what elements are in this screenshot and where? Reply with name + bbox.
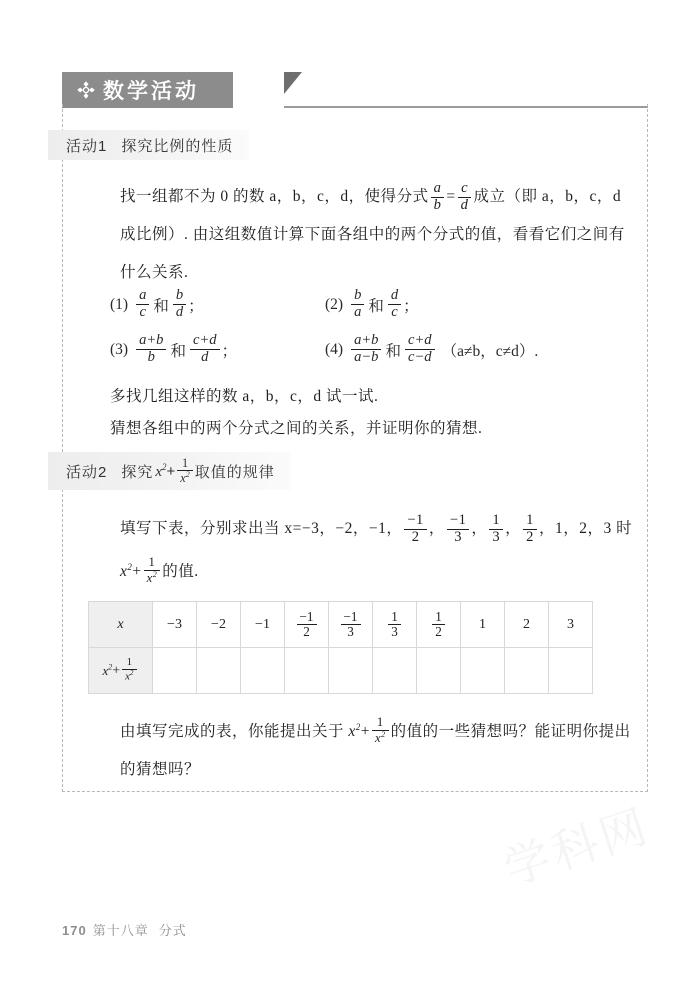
activity1-para-part2: 成立（即 a，b，c，d 成比例）. 由这组数值计算下面各组中的两个分式的值，看看它们之间有什么关系. (120, 188, 625, 281)
activity2-closing-part-a: 由填写完成的表，你能提出关于 (120, 723, 345, 741)
item-number: (1) (110, 295, 129, 313)
table-cell-x: $\frac{-1}{2}$ (285, 602, 329, 648)
banner-fold-corner (284, 72, 302, 94)
activity2-title-prefix: 探究 (121, 463, 154, 481)
page-footer (62, 920, 187, 939)
table-header-expr: $x^2+$ $\frac{1}{x^2}$ (89, 648, 153, 694)
table-cell-answer[interactable] (329, 648, 373, 694)
table-cell-x: 1 (461, 602, 505, 648)
banner-title: 数学活动 (103, 79, 199, 103)
table-header-x: x (89, 602, 153, 648)
activity1-closing-line-2: 猜想各组中的两个分式之间的关系，并证明你的猜想. (110, 420, 483, 437)
item-fraction-right: $\frac{c+d}{d}$ (190, 333, 220, 365)
item-row-1 (110, 282, 630, 327)
item-number: (3) (110, 340, 129, 358)
values-table-wrap (88, 601, 593, 694)
footer-chapter: 第十八章 (92, 923, 149, 938)
table-cell-x: 2 (505, 602, 549, 648)
section-banner-row (62, 72, 648, 108)
item-number: (4) (325, 340, 344, 358)
table-cell-x: −1 (241, 602, 285, 648)
table-cell-x: $\frac{-1}{3}$ (329, 602, 373, 648)
activity2-title-suffix: 取值的规律 (194, 463, 275, 481)
activity2-label: 活动2 (66, 463, 108, 481)
list-item (325, 288, 419, 320)
page-number: 170 (62, 923, 87, 938)
activity2-title-bar (48, 452, 291, 490)
table-cell-answer[interactable] (417, 648, 461, 694)
table-cell-answer[interactable] (373, 648, 417, 694)
list-item (110, 333, 325, 365)
fraction-neg-one-third: $\frac{-1}{3}$ (447, 513, 470, 545)
activity1-label: 活动1 (66, 137, 108, 155)
item-tail: （a≠b，c≠d）. (441, 342, 539, 360)
activity2-expr-plus: + (166, 462, 176, 480)
table-cell-x: −2 (197, 602, 241, 648)
fraction-c-over-d: $\frac{c}{d}$ (458, 181, 472, 213)
fraction-one-third: $\frac{1}{3}$ (489, 513, 503, 545)
section-banner (62, 72, 233, 108)
activity2-para-part-a: 填写下表，分别求出当 x=−3，−2，−1， (120, 520, 403, 537)
fraction-a-over-b: $\frac{a}{b}$ (431, 181, 445, 213)
fraction-one-half: $\frac{1}{2}$ (523, 513, 537, 545)
table-cell-answer[interactable] (549, 648, 593, 694)
activity2-expr-base: $x^2$ (155, 461, 167, 480)
item-fraction-left: $\frac{b}{a}$ (351, 288, 364, 320)
table-cell-x: $\frac{1}{3}$ (373, 602, 417, 648)
activity1-items (110, 282, 630, 372)
activity1-closing-line-1: 多找几组这样的数 a，b，c，d 试一试. (110, 388, 379, 405)
watermark: 学科网 (497, 798, 657, 895)
item-number: (2) (325, 295, 344, 313)
table-cell-answer[interactable] (285, 648, 329, 694)
table-cell-answer[interactable] (505, 648, 549, 694)
table-row-x (89, 602, 593, 648)
activity2-closing-part-b: 的值的一些猜想吗？能证明你提出的猜想吗？ (120, 723, 631, 779)
table-cell-answer[interactable] (197, 648, 241, 694)
activity2-para-mid: ，1，2，3 时 (538, 520, 633, 537)
item-tail: ； (188, 297, 204, 315)
item-fraction-right: $\frac{d}{c}$ (388, 288, 401, 320)
table-row-expr (89, 648, 593, 694)
list-item (110, 288, 325, 320)
activity1-title: 探究比例的性质 (121, 137, 234, 155)
item-conjunction: 和 (170, 342, 186, 360)
item-fraction-right: $\frac{c+d}{c-d}$ (405, 333, 435, 365)
table-cell-answer[interactable] (461, 648, 505, 694)
item-tail: ； (403, 297, 419, 315)
item-fraction-left: $\frac{a+b}{b}$ (136, 333, 166, 365)
footer-section: 分式 (158, 923, 187, 938)
activity2-para-part-b: 的值. (162, 563, 199, 581)
table-cell-x: −3 (153, 602, 197, 648)
x-squared-term: $x^2$ (120, 562, 133, 581)
table-cell-x: $\frac{1}{2}$ (417, 602, 461, 648)
activity1-para-part1: 找一组都不为 0 的数 a，b，c，d，使得分式 (120, 188, 429, 205)
table-cell-x: 3 (549, 602, 593, 648)
item-tail: ； (221, 342, 238, 360)
activity1-title-bar (48, 130, 249, 160)
activity2-closing-paragraph: 由填写完成的表，你能提出关于 $x^2+$ $\frac{1}{x^2}$ 的值的一些猜想吗？能证明你提出的猜想吗？ (120, 715, 631, 779)
values-table (88, 601, 593, 694)
equals-sign: = (446, 188, 456, 205)
flower-diamond-icon (76, 80, 96, 100)
item-conjunction: 和 (368, 297, 384, 315)
one-over-x-squared: $\frac{1}{x^2}$ (144, 556, 161, 586)
activity2-expr-fraction: $\frac{1}{x^2}$ (177, 457, 192, 486)
item-fraction-right: $\frac{b}{d}$ (173, 288, 186, 320)
one-over-x-squared: $\frac{1}{x^2}$ (372, 716, 389, 746)
item-conjunction: 和 (385, 342, 401, 360)
table-cell-answer[interactable] (241, 648, 285, 694)
x-squared-term: $x^2$ (344, 722, 361, 741)
item-row-2 (110, 327, 630, 372)
activity1-paragraph (88, 178, 628, 292)
table-cell-answer[interactable] (153, 648, 197, 694)
list-item (325, 333, 538, 365)
item-conjunction: 和 (153, 297, 169, 315)
activity2-paragraph: 填写下表，分别求出当 x=−3，−2，−1， $\frac{-1}{2}$ ， $\frac{-1}{3}$ ， $\frac{1}{3}$ ， $\frac{1}{2}$ ，1，2，3 时 $x^2+$ $\frac{1}{x^2}$ 的值. (120, 511, 633, 586)
item-fraction-left: $\frac{a}{c}$ (136, 288, 149, 320)
item-fraction-left: $\frac{a+b}{a-b}$ (351, 333, 381, 365)
fraction-neg-one-half: $\frac{-1}{2}$ (404, 513, 427, 545)
